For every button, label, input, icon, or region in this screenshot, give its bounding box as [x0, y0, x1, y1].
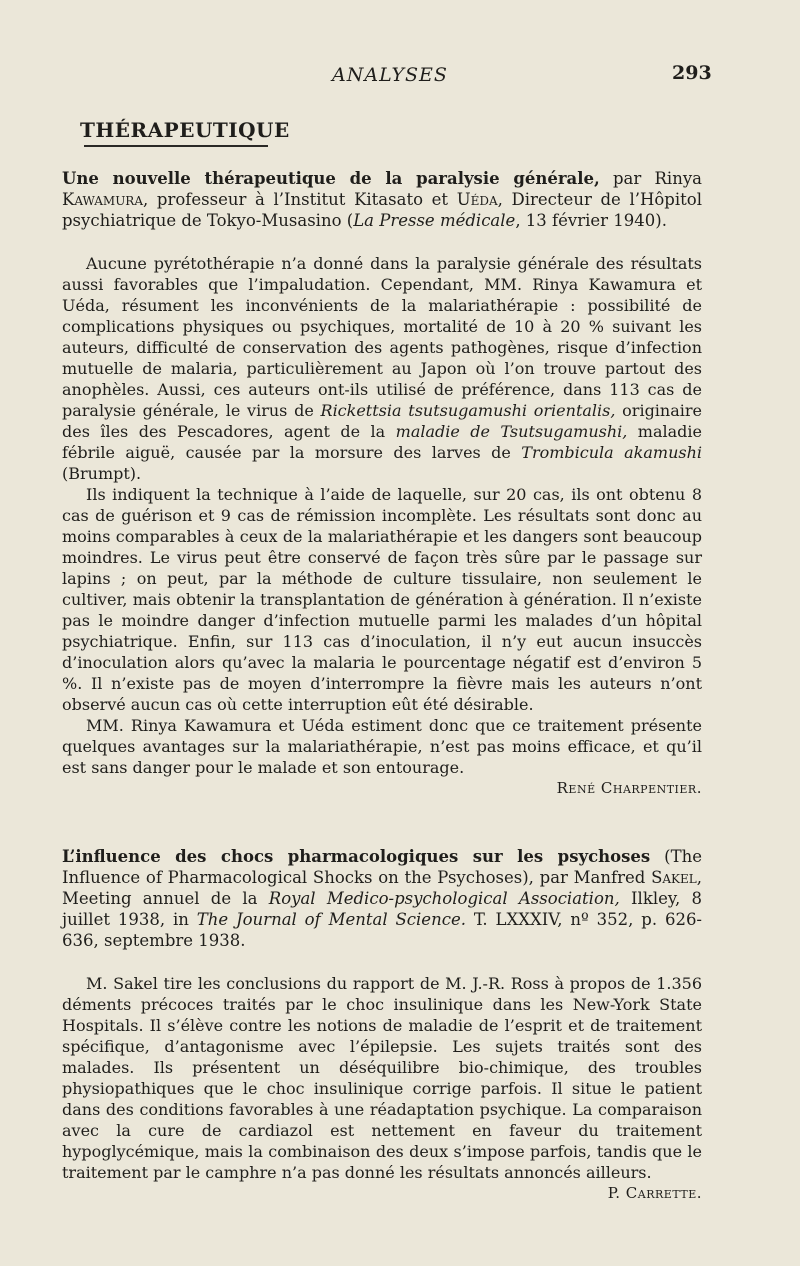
article-1-meta-3: , Directeur de l’Hôpitol psychiatrique de Tokyo-Musasino (: [62, 190, 702, 230]
article-1-paragraph-1: [62, 253, 702, 484]
article-2-journal-2: The Journal of Mental Science.: [196, 910, 466, 929]
running-head: [0, 62, 800, 92]
article-2-signature: [62, 1183, 702, 1204]
article-2-heading: [62, 846, 702, 951]
article-2: [62, 846, 702, 1204]
article-1-author-1: Kawamura: [62, 190, 144, 209]
article-2-meta-4: T. LXXXIV, nº 352, p. 626-636, septembre 1938.: [62, 910, 703, 950]
article-1-meta-1: par Rinya: [599, 169, 702, 188]
article-1-p1-italic-2: maladie de Tsutsugamushi,: [395, 422, 628, 441]
article-1-p1-italic-1: Rickettsia tsutsugamushi orientalis,: [320, 401, 616, 420]
article-1-paragraph-3: MM. Rinya Kawamura et Uéda estiment donc que ce traitement présente quelques avantages sur la malariathérapie, n’est pas moins efficace, et qu’il est sans danger pour le malade et son entourage.: [62, 716, 702, 777]
page-number: 293: [672, 62, 712, 84]
article-2-meta-2: , Meeting annuel de la: [62, 868, 702, 908]
article-1-paragraph-2: Ils indiquent la technique à l’aide de laquelle, sur 20 cas, ils ont obtenu 8 cas de guérison et 9 cas de rémission incomplète. Les résultats sont donc au moins comparables à ceux de la malariathérapie et les dangers sont beaucoup moindres. Le virus peut être conservé de façon très sûre par le passage sur lapins ; on peut, par la méthode de culture tissulaire, non seulement le cultiver, mais obtenir la transplantation de génération à génération. Il n’existe pas le moindre danger d’infection mutuelle parmi les malades d’un hôpital psychiatrique. Enfin, sur 113 cas d’inoculation, il n’y eut aucun insuccès d’inoculation alors qu’avec la malaria le pourcentage négatif est d’environ 5 %. Il n’existe pas de moyen d’interrompre la fièvre mais les auteurs n’ont observé aucun cas où cette interruption eût été désirable.: [62, 485, 702, 714]
section-underline: [84, 145, 268, 147]
article-1-signature-text: René Charpentier.: [556, 779, 702, 797]
article-1-p1-text-4: (Brumpt).: [62, 464, 142, 483]
article-2-paragraph-1: M. Sakel tire les conclusions du rapport de M. J.-R. Ross à propos de 1.356 déments précoces traités par le choc insulinique dans les New-York State Hospitals. Il s’élève contre les notions de maladie de l’esprit et de traitement spécifique, d’antagonisme avec l’épilepsie. Les sujets traités sont des malades. Ils présentent un déséquilibre bio-chimique, des troubles physiopathiques que le choc insulinique corrige parfois. Il situe le patient dans des conditions favorables à une réadaptation psychique. La comparaison avec la cure de cardiazol est nettement en faveur du traitement hypoglycémique, mais la combinaison des deux s’impose parfois, tandis que le traitement par le camphre n’a pas donné les résultats annoncés ailleurs.: [62, 974, 702, 1182]
article-2-journal-1: Royal Medico-psychological Association,: [268, 889, 620, 908]
article-1-meta-2: , professeur à l’Institut Kitasato et: [143, 190, 457, 209]
article-1-journal: La Presse médicale: [353, 211, 516, 230]
article-1-p1-italic-3: Trombicula akamushi: [521, 443, 703, 462]
article-1-heading: [62, 168, 702, 231]
article-1-author-2: Uéda: [456, 190, 498, 209]
article-2-signature-text: P. Carrette.: [607, 1184, 702, 1202]
article-1: [62, 168, 702, 799]
article-1-title: Une nouvelle thérapeutique de la paralysie générale,: [62, 169, 600, 188]
article-1-p1-text-2: originaire des îles des Pescadores, agent de la: [62, 401, 702, 441]
article-2-meta-1: (The Influence of Pharmacological Shocks on the Psychoses), par Manfred: [62, 847, 702, 887]
article-1-signature: [62, 778, 702, 799]
article-2-title: L’influence des chocs pharmacologiques sur les psychoses: [62, 847, 651, 866]
section-title: THÉRAPEUTIQUE: [80, 118, 290, 142]
article-2-author: Sakel: [651, 868, 697, 887]
running-head-title: ANALYSES: [332, 64, 448, 86]
article-1-meta-4: , 13 février 1940).: [515, 211, 667, 230]
article-2-meta-3: Ilkley, 8 juillet 1938, in: [62, 889, 702, 929]
article-1-p1-text: Aucune pyrétothérapie n’a donné dans la paralysie générale des résultats aussi favorables que l’impaludation. Cependant, MM. Rinya Kawamura et Uéda, résument les inconvénients de la malariathérapie : possibilité de complications physiques ou psychiques, mortalité de 10 à 20 % suivant les auteurs, difficulté de conservation des agents pathogènes, risque d’infection mutuelle de malaria, particulièrement au Japon où l’on trouve partout des anophèles. Aussi, ces auteurs ont-ils utilisé de préférence, dans 113 cas de paralysie générale, le virus de: [62, 254, 702, 420]
article-1-p1-text-3: maladie fébrile aiguë, causée par la morsure des larves de: [62, 422, 703, 462]
